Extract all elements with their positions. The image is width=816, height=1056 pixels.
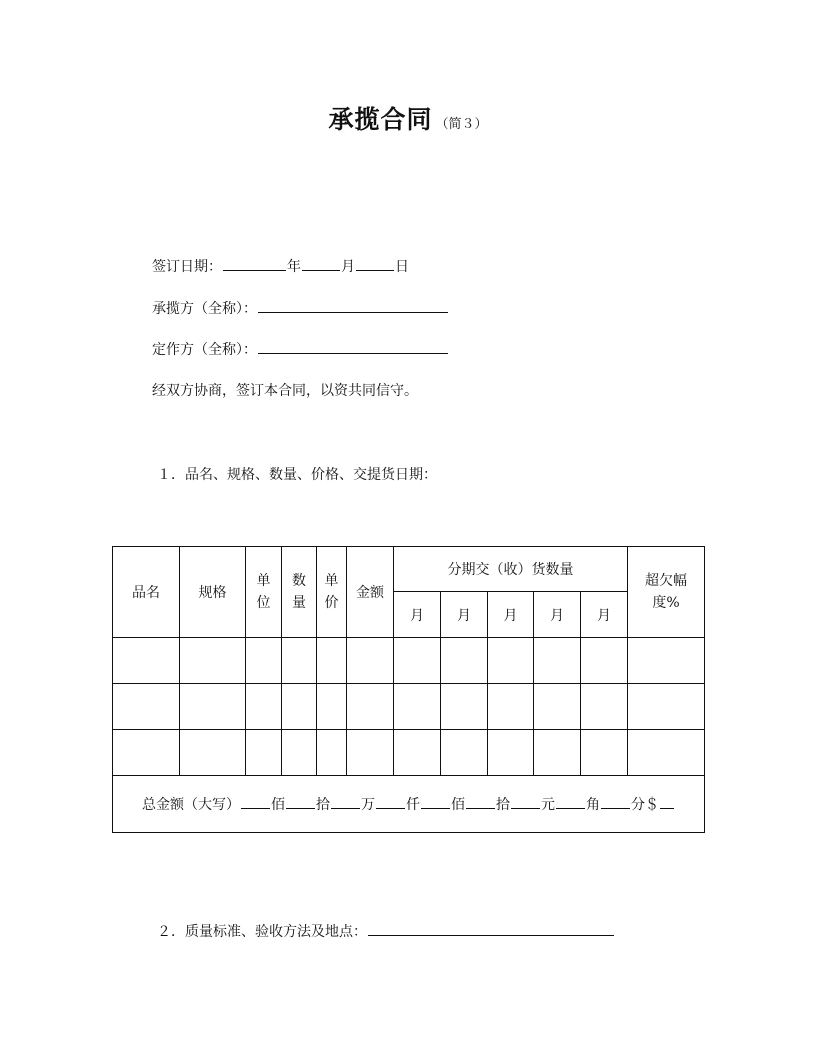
table-cell[interactable] (317, 730, 347, 776)
header-month-4: 月 (534, 592, 581, 638)
total-amount-cell (113, 776, 705, 833)
total-blank[interactable] (376, 794, 405, 809)
header-product-name: 品名 (113, 547, 180, 638)
table-cell[interactable] (394, 638, 441, 684)
contractor-line (152, 298, 449, 319)
table-cell[interactable] (628, 730, 705, 776)
section-1-heading: １．品名、规格、数量、价格、交提货日期： (157, 467, 437, 483)
table-cell[interactable] (534, 730, 581, 776)
table-cell[interactable] (246, 730, 282, 776)
table-row (113, 638, 705, 684)
header-unit-price-text: 单价 (324, 573, 339, 611)
total-unit: 角 (586, 797, 601, 813)
document-title: 承揽合同 (328, 105, 433, 134)
table-cell[interactable] (180, 638, 246, 684)
total-blank[interactable] (601, 794, 630, 809)
total-unit: 佰 (451, 797, 466, 813)
header-unit-price (317, 547, 347, 638)
total-amount-label: 总金额（大写） (142, 797, 241, 813)
month-label: 月 (341, 259, 355, 275)
table-cell[interactable] (282, 684, 317, 730)
header-amount: 金额 (347, 547, 394, 638)
table-cell[interactable] (534, 684, 581, 730)
total-blank[interactable] (466, 794, 495, 809)
table-cell[interactable] (282, 730, 317, 776)
sign-date-line (152, 256, 409, 277)
header-tolerance (628, 547, 705, 638)
table-cell[interactable] (113, 730, 180, 776)
header-month-3: 月 (488, 592, 534, 638)
table-cell[interactable] (628, 684, 705, 730)
header-quantity-text: 数量 (292, 573, 306, 611)
total-blank[interactable] (331, 794, 360, 809)
total-unit: 元 (541, 797, 556, 813)
table-cell[interactable] (180, 684, 246, 730)
header-spec: 规格 (180, 547, 246, 638)
table-cell[interactable] (394, 684, 441, 730)
table-cell[interactable] (347, 730, 394, 776)
table-row (113, 684, 705, 730)
total-blank[interactable] (511, 794, 540, 809)
header-month-5: 月 (581, 592, 628, 638)
header-month-1: 月 (394, 592, 441, 638)
year-blank[interactable] (223, 256, 286, 271)
agreement-text: 经双方协商，签订本合同，以资共同信守。 (152, 383, 418, 399)
table-header-row (113, 547, 705, 592)
table-cell[interactable] (347, 638, 394, 684)
table-cell[interactable] (488, 730, 534, 776)
contractor-blank[interactable] (258, 298, 448, 313)
table-row (113, 730, 705, 776)
orderer-label: 定作方（全称）： (152, 342, 257, 358)
total-unit: 分＄ (631, 797, 660, 813)
table-cell[interactable] (441, 638, 488, 684)
table-cell[interactable] (488, 684, 534, 730)
month-blank[interactable] (302, 256, 340, 271)
year-label: 年 (287, 259, 301, 275)
order-table (112, 546, 705, 833)
header-unit-text: 单位 (256, 573, 271, 611)
table-cell[interactable] (581, 638, 628, 684)
sign-date-label: 签订日期： (152, 259, 222, 275)
table-cell[interactable] (113, 638, 180, 684)
document-title-row (0, 100, 816, 136)
total-unit: 佰 (271, 797, 286, 813)
orderer-blank[interactable] (258, 339, 448, 354)
header-unit (246, 547, 282, 638)
table-cell[interactable] (246, 638, 282, 684)
table-cell[interactable] (347, 684, 394, 730)
table-cell[interactable] (180, 730, 246, 776)
table-cell[interactable] (441, 684, 488, 730)
total-unit: 拾 (496, 797, 511, 813)
total-unit: 万 (361, 797, 376, 813)
table-cell[interactable] (317, 638, 347, 684)
table-cell[interactable] (628, 638, 705, 684)
header-tolerance-text: 超欠幅度% (645, 573, 688, 611)
header-month-2: 月 (441, 592, 488, 638)
section-2-line (157, 921, 615, 942)
header-quantity (282, 547, 317, 638)
total-unit: 仟 (406, 797, 421, 813)
document-subtitle: （简３） (435, 117, 488, 132)
day-label: 日 (395, 259, 409, 275)
table-cell[interactable] (581, 684, 628, 730)
table-cell[interactable] (282, 638, 317, 684)
section-2-blank[interactable] (368, 921, 614, 936)
contractor-label: 承揽方（全称）： (152, 301, 257, 317)
table-cell[interactable] (581, 730, 628, 776)
total-blank[interactable] (241, 794, 270, 809)
orderer-line (152, 339, 449, 360)
total-blank[interactable] (660, 794, 674, 809)
section-2-heading: ２．质量标准、验收方法及地点： (157, 924, 367, 940)
table-cell[interactable] (534, 638, 581, 684)
day-blank[interactable] (356, 256, 394, 271)
table-cell[interactable] (246, 684, 282, 730)
total-blank[interactable] (556, 794, 585, 809)
total-blank[interactable] (421, 794, 450, 809)
table-cell[interactable] (441, 730, 488, 776)
total-amount-row (113, 776, 705, 833)
header-installments: 分期交（收）货数量 (394, 547, 628, 592)
table-cell[interactable] (394, 730, 441, 776)
total-blank[interactable] (286, 794, 315, 809)
table-cell[interactable] (488, 638, 534, 684)
total-unit: 拾 (316, 797, 331, 813)
table-cell[interactable] (113, 684, 180, 730)
table-cell[interactable] (317, 684, 347, 730)
